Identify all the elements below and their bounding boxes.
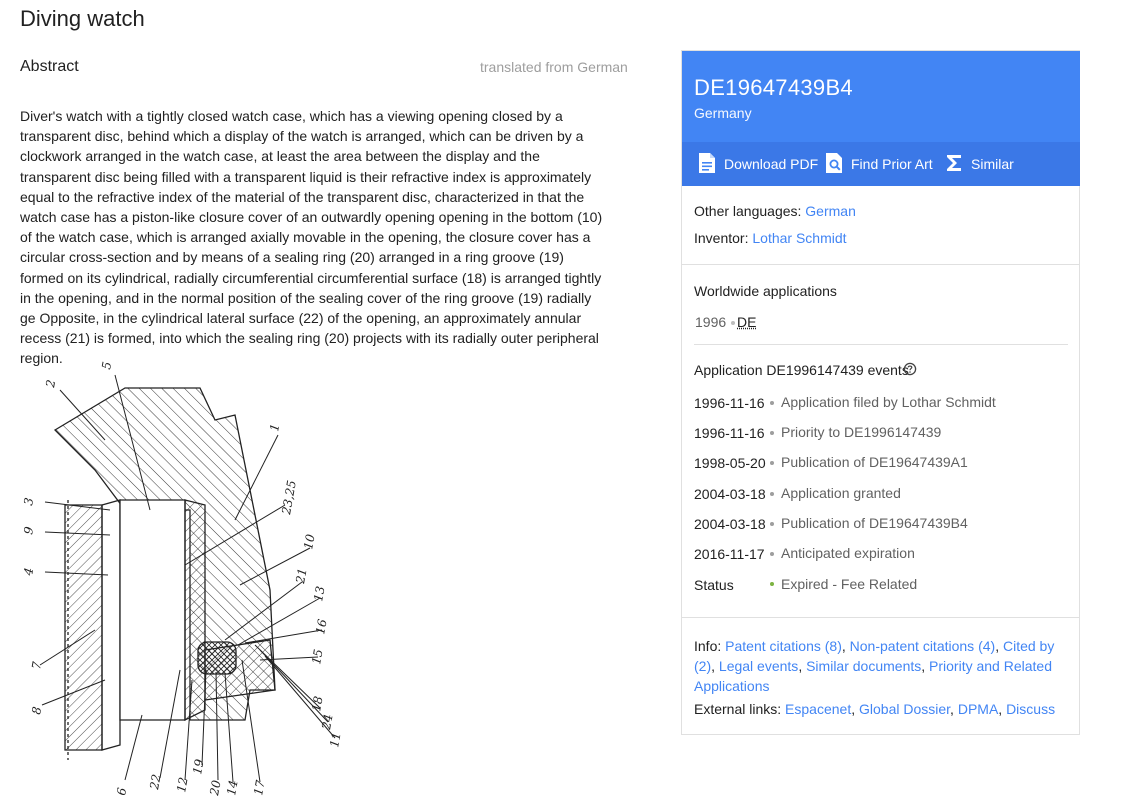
download-pdf-label: Download PDF bbox=[724, 156, 819, 172]
external-links: External links: Espacenet, Global Dossier, DPMA, Discuss bbox=[694, 701, 1056, 717]
event-dot bbox=[770, 552, 774, 556]
drawing-label: 21 bbox=[293, 567, 310, 585]
legal-events-link[interactable]: Legal events bbox=[718, 658, 799, 674]
patent-citations-link[interactable]: Patent citations (8) bbox=[725, 638, 842, 654]
drawing-label: 18 bbox=[309, 695, 326, 713]
event-date: 1996-11-16 bbox=[694, 425, 765, 441]
drawing-label: 10 bbox=[301, 533, 318, 551]
drawing-label: 20 bbox=[207, 779, 224, 797]
drawing-label: 1 bbox=[267, 422, 283, 433]
dpma-link[interactable]: DPMA bbox=[957, 701, 999, 717]
drawing-label: 12 bbox=[174, 776, 191, 794]
events-title: Application DE1996147439 events bbox=[694, 362, 909, 378]
drawing-label: 17 bbox=[251, 779, 268, 797]
similar-documents-link[interactable]: Similar documents bbox=[806, 658, 922, 674]
status-label: Status bbox=[694, 577, 734, 593]
drawing-label: 11 bbox=[327, 731, 344, 749]
inventor-label: Inventor: bbox=[694, 230, 749, 246]
abstract-header: Abstract bbox=[20, 58, 79, 75]
divider bbox=[682, 617, 1080, 618]
status-value: Expired - Fee Related bbox=[781, 576, 918, 592]
action-bar bbox=[682, 142, 1080, 186]
drawing-label: 2 bbox=[43, 378, 59, 389]
page-title: Diving watch bbox=[20, 6, 145, 31]
similar-label: Similar bbox=[971, 156, 1014, 172]
pdf-icon bbox=[698, 152, 716, 174]
inventor-row bbox=[694, 230, 847, 246]
worldwide-applications-title: Worldwide applications bbox=[694, 283, 837, 299]
help-icon[interactable] bbox=[903, 362, 917, 376]
event-description: Anticipated expiration bbox=[781, 545, 915, 561]
inventor-link[interactable]: Lothar Schmidt bbox=[752, 230, 847, 246]
drawing-label: 14 bbox=[224, 779, 241, 797]
info-label: Info: bbox=[694, 638, 722, 654]
event-dot bbox=[770, 431, 774, 435]
status-dot bbox=[770, 582, 774, 586]
patent-sidebar bbox=[681, 50, 1080, 735]
worldwide-country-link[interactable]: DE bbox=[737, 314, 757, 330]
info-links: Info: Patent citations (8), Non-patent citations (4), Cited by (2), Legal events, Similar documents, Priority and Related Applications bbox=[694, 638, 1055, 694]
drawing-label: 3 bbox=[21, 496, 37, 507]
event-date: 1996-11-16 bbox=[694, 395, 765, 411]
external-label: External links: bbox=[694, 701, 782, 717]
drawing-label: 5 bbox=[99, 360, 115, 371]
drawing-label: 13 bbox=[311, 585, 328, 603]
event-description: Priority to DE1996147439 bbox=[781, 424, 942, 440]
event-description: Publication of DE19647439A1 bbox=[781, 454, 968, 470]
drawing-label: 9 bbox=[21, 525, 37, 536]
worldwide-year: 1996 bbox=[695, 314, 727, 330]
patent-header bbox=[682, 51, 1080, 186]
patent-country: Germany bbox=[694, 105, 752, 121]
worldwide-dot bbox=[731, 321, 735, 325]
other-languages-label: Other languages: bbox=[694, 203, 802, 219]
abstract-text: Diver's watch with a tightly closed watch case, which has a viewing opening closed by a transparent disc, behind which a display of the watch is arranged, which can be driven by a clockwork arranged in the watch case, at least the area between the display and the transparent disc being filled with a transparent liquid is their refractive index is approximately equal to the refractive index of the material of the transparent disc, characterized in that the watch case has a piston-like closure cover of an outwardly opening opening in the bottom (10) of the watch case, which is arranged axially movable in the opening, the closure cover has a circular cross-section and by means of a sealing ring (20) arranged in a ring groove (19) formed on its cylindrical, radially circumferential circumferential surface (18) is arranged tightly in the opening, and in the normal position of the sealing cover of the ring groove (19) radially ge Opposite, in the cylindrical lateral surface (22) of the opening, an approximately annular recess (21) is formed, into which the sealing ring (20) projects with its radially outer peripheral region. bbox=[20, 108, 603, 367]
drawing-label: 22 bbox=[147, 773, 164, 791]
other-language-link[interactable]: German bbox=[805, 203, 856, 219]
event-description: Application filed by Lothar Schmidt bbox=[781, 394, 996, 410]
event-dot bbox=[770, 461, 774, 465]
event-date: 1998-05-20 bbox=[694, 455, 766, 471]
divider bbox=[694, 344, 1068, 345]
drawing-label: 19 bbox=[190, 758, 207, 776]
drawing-label: 24 bbox=[319, 713, 336, 731]
drawing-label: 6 bbox=[114, 786, 130, 797]
search-document-icon bbox=[825, 152, 845, 174]
event-date: 2004-03-18 bbox=[694, 486, 766, 502]
event-dot bbox=[770, 401, 774, 405]
event-description: Application granted bbox=[781, 485, 901, 501]
event-date: 2016-11-17 bbox=[694, 546, 765, 562]
find-prior-art-label: Find Prior Art bbox=[851, 156, 933, 172]
event-dot bbox=[770, 522, 774, 526]
priority-related-link[interactable]: Priority and Related Applications bbox=[694, 658, 1052, 694]
translated-note: translated from German bbox=[480, 59, 628, 75]
cited-by-link[interactable]: Cited by (2) bbox=[694, 638, 1055, 674]
other-languages-row bbox=[694, 203, 856, 219]
drawing-label: 8 bbox=[29, 705, 45, 716]
global-dossier-link[interactable]: Global Dossier bbox=[859, 701, 951, 717]
sigma-icon bbox=[945, 152, 963, 174]
espacenet-link[interactable]: Espacenet bbox=[785, 701, 852, 717]
drawing-label: 23,25 bbox=[279, 479, 299, 516]
drawing-label: 16 bbox=[313, 618, 330, 636]
drawing-label: 15 bbox=[309, 648, 326, 666]
event-date: 2004-03-18 bbox=[694, 516, 766, 532]
drawing-label: 7 bbox=[29, 660, 45, 671]
non-patent-citations-link[interactable]: Non-patent citations (4) bbox=[849, 638, 996, 654]
divider bbox=[682, 264, 1080, 265]
patent-number: DE19647439B4 bbox=[694, 75, 853, 100]
event-dot bbox=[770, 492, 774, 496]
patent-drawing bbox=[20, 360, 350, 800]
discuss-link[interactable]: Discuss bbox=[1006, 701, 1056, 717]
drawing-label: 4 bbox=[21, 566, 37, 577]
event-description: Publication of DE19647439B4 bbox=[781, 515, 968, 531]
